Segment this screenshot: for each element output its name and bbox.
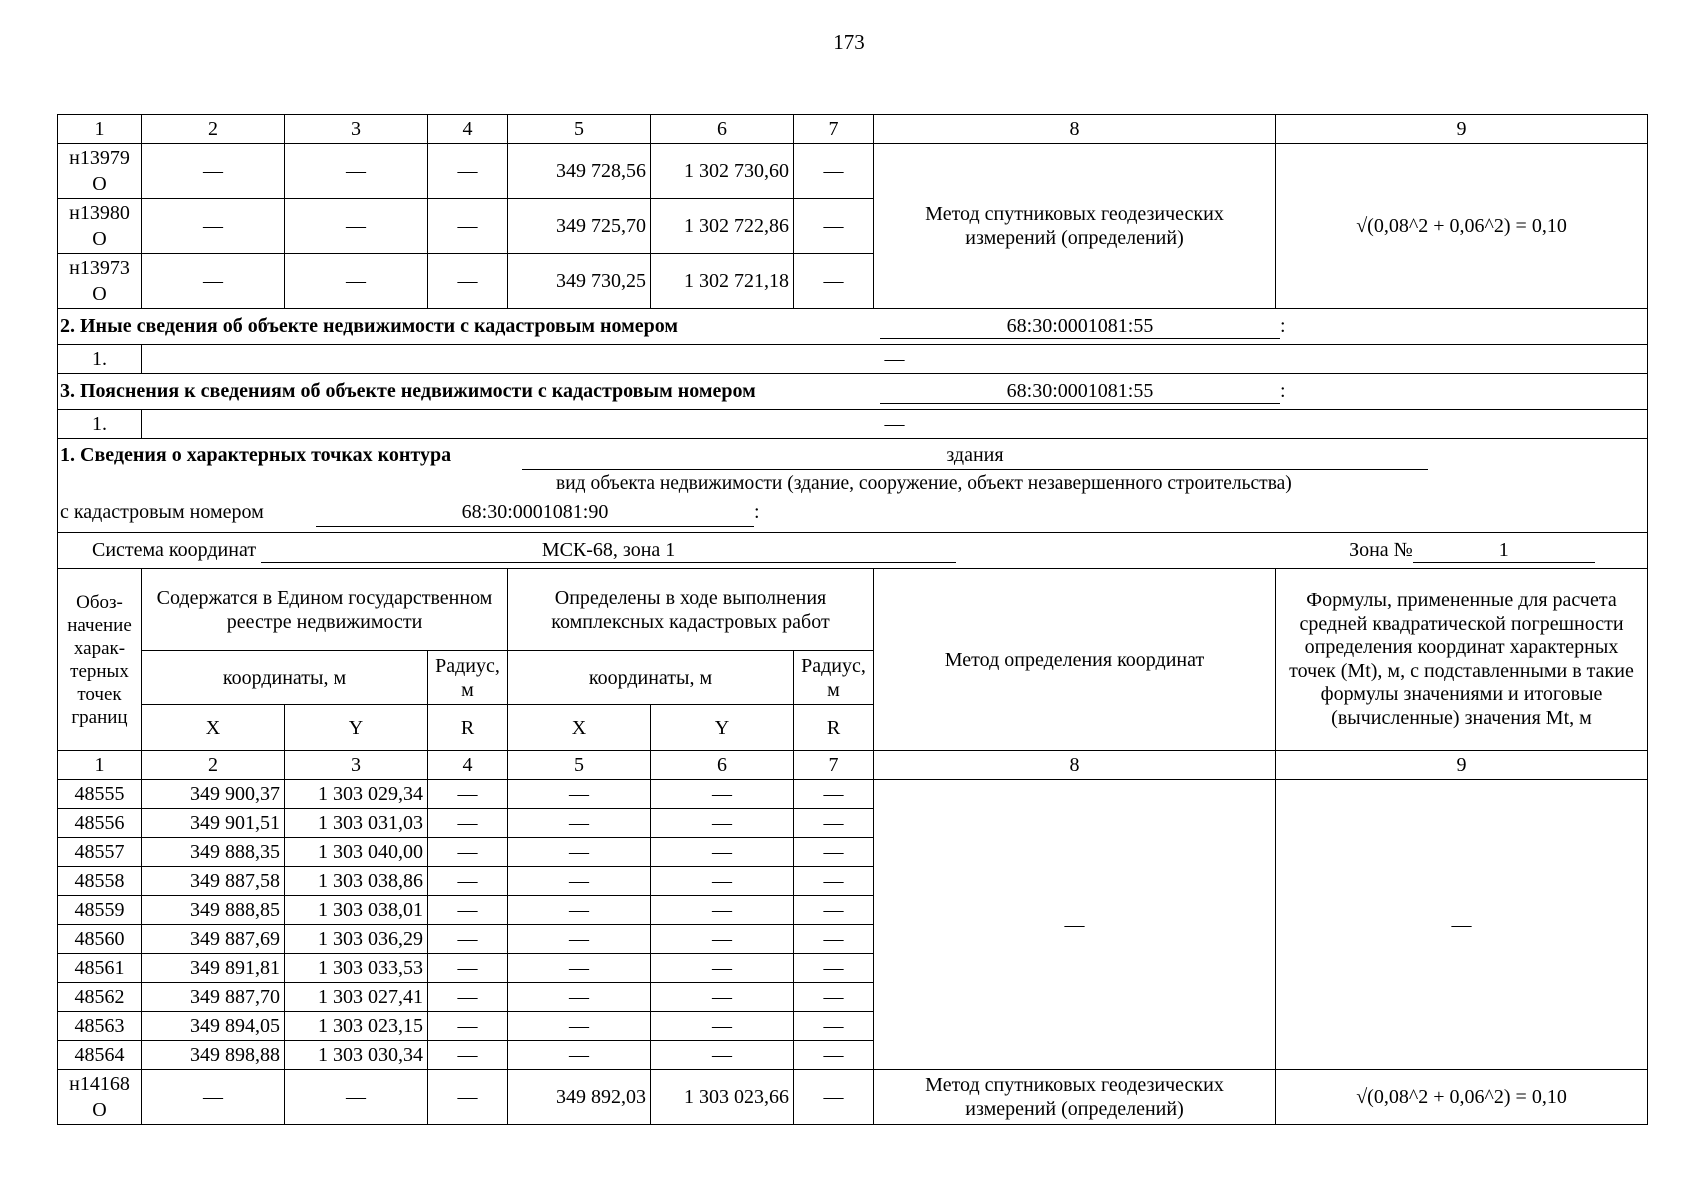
section2-value: —: [142, 345, 1648, 374]
y-value: 1 303 030,34: [285, 1041, 428, 1070]
cell: —: [428, 896, 508, 925]
determined-header: Определены в ходе выполнения комплексных кадастровых работ: [508, 569, 874, 651]
y-header: Y: [651, 705, 794, 751]
point-id: н13979 О: [58, 144, 142, 199]
section3-header: [58, 374, 1648, 410]
cell: —: [794, 780, 874, 809]
coord-system-cell: [58, 533, 1648, 569]
zone-value: 1: [1413, 538, 1595, 563]
y-value: 1 302 730,60: [651, 144, 794, 199]
row-number: 1.: [58, 345, 142, 374]
col-num: 7: [794, 115, 874, 144]
point-id: 48560: [58, 925, 142, 954]
y-value: 1 303 023,15: [285, 1012, 428, 1041]
determined-coords-header: координаты, м: [508, 651, 794, 705]
formula-cell: √(0,08^2 + 0,06^2) = 0,10: [1276, 144, 1648, 309]
formula-cell: √(0,08^2 + 0,06^2) = 0,10: [1276, 1070, 1648, 1125]
x-header: X: [508, 705, 651, 751]
cell: —: [508, 1012, 651, 1041]
section2-header-row: [58, 309, 1648, 345]
col-num: 5: [508, 115, 651, 144]
cell: —: [651, 838, 794, 867]
coord-system-label: Система координат: [92, 539, 257, 561]
cell: —: [428, 838, 508, 867]
method-cell: Метод спутниковых геодезических измерений (определений): [874, 1070, 1276, 1125]
method-cell: —: [874, 780, 1276, 1070]
cell: —: [508, 780, 651, 809]
col-num: 4: [428, 751, 508, 780]
coord-system-value: МСК-68, зона 1: [261, 538, 956, 563]
x-value: 349 900,37: [142, 780, 285, 809]
section3-title: 3. Пояснения к сведениям об объекте недвижимости с кадастровым номером: [60, 380, 756, 402]
x-value: 349 891,81: [142, 954, 285, 983]
section1-header-row: [58, 439, 1648, 533]
cell: —: [794, 1041, 874, 1070]
cell: —: [794, 867, 874, 896]
cell: —: [508, 896, 651, 925]
col-num: 6: [651, 751, 794, 780]
x-value: 349 898,88: [142, 1041, 285, 1070]
x-value: 349 725,70: [508, 199, 651, 254]
col-num: 3: [285, 751, 428, 780]
y-value: 1 303 023,66: [651, 1070, 794, 1125]
col-num: 9: [1276, 115, 1648, 144]
section2-title: 2. Иные сведения об объекте недвижимости с кадастровым номером: [60, 315, 679, 337]
point-id: 48558: [58, 867, 142, 896]
y-value: 1 303 027,41: [285, 983, 428, 1012]
col-num: 8: [874, 751, 1276, 780]
col-num: 9: [1276, 751, 1648, 780]
cell: —: [428, 1041, 508, 1070]
x-value: 349 894,05: [142, 1012, 285, 1041]
header-row-1: [58, 569, 1648, 651]
cell: —: [142, 1070, 285, 1125]
cell: —: [508, 983, 651, 1012]
column-numbers-row: [58, 115, 1648, 144]
y-value: 1 303 033,53: [285, 954, 428, 983]
r-header: R: [794, 705, 874, 751]
cell: —: [508, 1041, 651, 1070]
cell: —: [428, 867, 508, 896]
col-num: 2: [142, 115, 285, 144]
cell: —: [508, 954, 651, 983]
cell: —: [651, 1012, 794, 1041]
section1-title: 1. Сведения о характерных точках контура: [60, 444, 452, 466]
point-id: 48556: [58, 809, 142, 838]
point-id: 48557: [58, 838, 142, 867]
point-id: 48561: [58, 954, 142, 983]
cell: —: [651, 809, 794, 838]
cell: —: [794, 144, 874, 199]
cell: —: [508, 838, 651, 867]
cell: —: [508, 925, 651, 954]
cell: —: [794, 1070, 874, 1125]
cell: —: [651, 954, 794, 983]
section3-value: —: [142, 410, 1648, 439]
y-value: 1 303 029,34: [285, 780, 428, 809]
formula-cell: —: [1276, 780, 1648, 1070]
cadastral-colon: :: [754, 501, 760, 523]
cell: —: [508, 867, 651, 896]
col-num: 4: [428, 115, 508, 144]
cell: —: [428, 780, 508, 809]
determined-radius-header: Радиус, м: [794, 651, 874, 705]
cell: —: [428, 925, 508, 954]
cell: —: [794, 925, 874, 954]
cell: —: [794, 896, 874, 925]
x-value: 349 887,70: [142, 983, 285, 1012]
document-table: [57, 114, 1648, 1125]
col-num: 6: [651, 115, 794, 144]
egrn-coords-header: координаты, м: [142, 651, 428, 705]
cell: —: [794, 809, 874, 838]
cell: —: [651, 780, 794, 809]
x-value: 349 887,69: [142, 925, 285, 954]
section2-cadastral-number: 68:30:0001081:55: [880, 314, 1280, 339]
point-id: 48559: [58, 896, 142, 925]
x-value: 349 888,85: [142, 896, 285, 925]
cell: —: [794, 983, 874, 1012]
cadastral-number: 68:30:0001081:90: [316, 498, 754, 527]
cell: —: [285, 254, 428, 309]
r-header: R: [428, 705, 508, 751]
cadastral-label: с кадастровым номером: [60, 501, 264, 523]
cell: —: [428, 1012, 508, 1041]
egrn-radius-header: Радиус, м: [428, 651, 508, 705]
y-value: 1 302 721,18: [651, 254, 794, 309]
cell: —: [794, 838, 874, 867]
cell: —: [142, 254, 285, 309]
cell: —: [428, 144, 508, 199]
section3-cadastral-number: 68:30:0001081:55: [880, 379, 1280, 404]
section1-header: [58, 439, 1648, 533]
cell: —: [651, 867, 794, 896]
x-value: 349 888,35: [142, 838, 285, 867]
y-value: 1 303 036,29: [285, 925, 428, 954]
row-number: 1.: [58, 410, 142, 439]
point-id: 48564: [58, 1041, 142, 1070]
x-value: 349 901,51: [142, 809, 285, 838]
cell: —: [142, 144, 285, 199]
cell: —: [794, 254, 874, 309]
egrn-header: Содержатся в Едином государственном реестре недвижимости: [142, 569, 508, 651]
zone-label: Зона №: [1349, 539, 1413, 561]
point-id: н13973 О: [58, 254, 142, 309]
section3-colon: :: [1280, 380, 1286, 402]
cell: —: [508, 809, 651, 838]
cell: —: [428, 1070, 508, 1125]
section2-header: [58, 309, 1648, 345]
cell: —: [651, 896, 794, 925]
table-row: [58, 1070, 1648, 1125]
section2-row: [58, 345, 1648, 374]
cell: —: [428, 254, 508, 309]
col-num: 1: [58, 751, 142, 780]
cell: —: [651, 925, 794, 954]
point-id: 48555: [58, 780, 142, 809]
cell: —: [428, 954, 508, 983]
cell: —: [285, 199, 428, 254]
x-value: 349 728,56: [508, 144, 651, 199]
point-id: 48563: [58, 1012, 142, 1041]
formula-header: Формулы, примененные для расчета средней квадратической погрешности определения координат характерных точек (Mt), м, с подставленными в такие формулы значениями и итоговые (вычисленные) значения Mt, м: [1276, 569, 1648, 751]
section2-colon: :: [1280, 315, 1286, 337]
cell: —: [794, 1012, 874, 1041]
col-num: 8: [874, 115, 1276, 144]
cell: —: [794, 199, 874, 254]
table-row: [58, 780, 1648, 809]
cell: —: [428, 809, 508, 838]
coord-system-row: [58, 533, 1648, 569]
y-value: 1 302 722,86: [651, 199, 794, 254]
point-id: 48562: [58, 983, 142, 1012]
designation-header: Обоз- начение харак- терных точек границ: [58, 569, 142, 751]
cell: —: [794, 954, 874, 983]
section3-header-row: [58, 374, 1648, 410]
x-header: X: [142, 705, 285, 751]
y-value: 1 303 038,86: [285, 867, 428, 896]
cell: —: [285, 1070, 428, 1125]
points-body: [58, 780, 1648, 1070]
method-cell: Метод спутниковых геодезических измерений (определений): [874, 144, 1276, 309]
x-value: 349 730,25: [508, 254, 651, 309]
cell: —: [651, 983, 794, 1012]
x-value: 349 892,03: [508, 1070, 651, 1125]
point-id: н13980 О: [58, 199, 142, 254]
object-caption: вид объекта недвижимости (здание, сооружение, объект незавершенного строительства): [556, 473, 1292, 494]
y-value: 1 303 038,01: [285, 896, 428, 925]
method-header: Метод определения координат: [874, 569, 1276, 751]
col-num: 3: [285, 115, 428, 144]
cell: —: [651, 1041, 794, 1070]
col-num: 2: [142, 751, 285, 780]
cell: —: [285, 144, 428, 199]
x-value: 349 887,58: [142, 867, 285, 896]
table-row: [58, 144, 1648, 199]
column-numbers-row: [58, 751, 1648, 780]
object-type: здания: [522, 441, 1428, 470]
y-header: Y: [285, 705, 428, 751]
section3-row: [58, 410, 1648, 439]
col-num: 5: [508, 751, 651, 780]
y-value: 1 303 031,03: [285, 809, 428, 838]
y-value: 1 303 040,00: [285, 838, 428, 867]
cell: —: [428, 199, 508, 254]
cell: —: [142, 199, 285, 254]
col-num: 7: [794, 751, 874, 780]
cell: —: [428, 983, 508, 1012]
col-num: 1: [58, 115, 142, 144]
point-id: н14168 О: [58, 1070, 142, 1125]
page-number: 173: [833, 30, 865, 54]
